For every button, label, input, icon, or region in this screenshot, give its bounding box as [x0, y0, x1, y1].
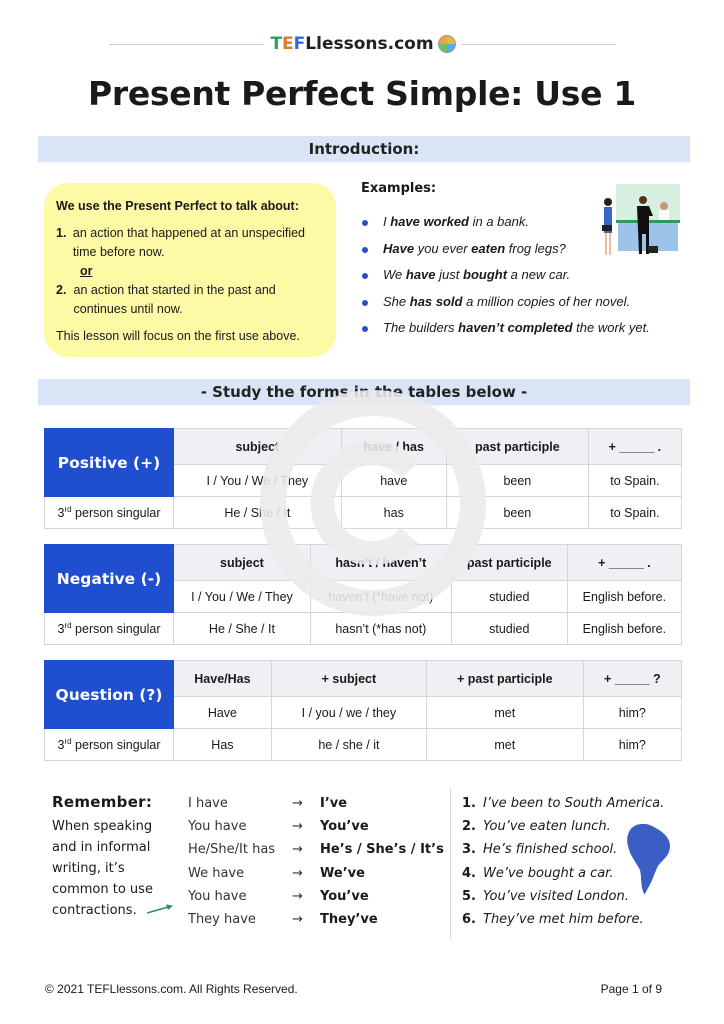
- table-row: [45, 729, 682, 761]
- table-header: subject: [174, 429, 342, 465]
- table-header: Have/Has: [174, 661, 272, 697]
- site-logo-row: [110, 34, 616, 54]
- contracted-form: We’ve: [320, 865, 365, 881]
- bullet-icon: [362, 247, 368, 253]
- example-sentence: I have worked in a bank.: [361, 214, 691, 241]
- globe-icon: [438, 35, 456, 53]
- table-cell: have: [341, 465, 446, 497]
- item-text: You’ve eaten lunch.: [483, 819, 611, 835]
- item-number: 1.: [462, 796, 476, 812]
- example-sentence: She has sold a million copies of her novel.: [361, 294, 691, 321]
- arrow-right-icon: →: [292, 796, 303, 812]
- full-form: They have: [188, 912, 256, 928]
- divider: [462, 44, 616, 45]
- usage-text: an action that happened at an unspecified time before now.: [72, 226, 306, 259]
- item-text: You’ve visited London.: [483, 888, 629, 904]
- arrow-right-icon: [146, 904, 174, 914]
- examples-title: Examples:: [361, 181, 437, 196]
- item-number: 6.: [462, 912, 476, 928]
- list-item: [462, 908, 664, 931]
- remember-title: Remember:: [52, 793, 153, 811]
- third-person-label: 3rd person singular: [45, 729, 174, 761]
- copyright-text: © 2021 TEFLlessons.com. All Rights Reserved.: [45, 982, 298, 996]
- contractions-list: [188, 792, 444, 931]
- table-cell: him?: [583, 697, 681, 729]
- question-form-table: [44, 660, 682, 761]
- third-person-label: 3rd person singular: [45, 497, 174, 529]
- table-cell: has: [341, 497, 446, 529]
- bullet-icon: [362, 273, 368, 279]
- table-header: + past participle: [426, 661, 583, 697]
- table-cell: to Spain.: [588, 497, 681, 529]
- arrow-right-icon: →: [292, 888, 303, 904]
- item-text: He’s finished school.: [483, 842, 618, 858]
- divider: [450, 788, 451, 938]
- item-number: 4.: [462, 865, 476, 881]
- full-form: I have: [188, 796, 228, 812]
- table-cell: met: [426, 697, 583, 729]
- usage-number: 1.: [56, 226, 67, 240]
- item-text: I’ve been to South America.: [483, 796, 665, 812]
- remember-note: [52, 792, 172, 921]
- full-form: You have: [188, 888, 247, 904]
- positive-form-table: [44, 428, 682, 529]
- contraction-row: [188, 792, 444, 815]
- focus-note: This lesson will focus on the first use above.: [56, 329, 300, 343]
- table-label-positive: Positive (+): [45, 429, 174, 497]
- table-header: have / has: [341, 429, 446, 465]
- contracted-form: I’ve: [320, 796, 348, 812]
- table-cell: haven’t (*have not): [310, 581, 451, 613]
- arrow-right-icon: →: [292, 912, 303, 928]
- table-cell: to Spain.: [588, 465, 681, 497]
- remember-text: When speaking and in informal writing, it’s common to use contractions.: [52, 819, 153, 918]
- usage-number: 2.: [56, 283, 67, 297]
- third-person-label: 3rd person singular: [45, 613, 174, 645]
- logo-text: Llessons.com: [305, 34, 434, 54]
- arrow-right-icon: →: [292, 819, 303, 835]
- table-cell: I / You / We / They: [174, 465, 342, 497]
- example-sentence: The builders haven’t completed the work yet.: [361, 320, 691, 347]
- table-cell: He / She / It: [174, 497, 342, 529]
- table-cell: studied: [451, 613, 567, 645]
- usage-item: [56, 281, 324, 319]
- page-number: Page 1 of 9: [600, 982, 662, 996]
- intro-usage-box: [44, 183, 336, 357]
- table-cell: I / you / we / they: [271, 697, 426, 729]
- intro-lead: We use the Present Perfect to talk about:: [56, 199, 299, 213]
- table-cell: been: [446, 465, 588, 497]
- section-band-introduction: Introduction:: [38, 136, 690, 162]
- contraction-row: [188, 908, 444, 931]
- full-form: He/She/It has: [188, 842, 276, 858]
- item-text: We’ve bought a car.: [483, 865, 614, 881]
- table-cell: hasn’t (*has not): [310, 613, 451, 645]
- logo-letter-t: T: [270, 34, 283, 54]
- table-row: [45, 613, 682, 645]
- table-cell: Has: [174, 729, 272, 761]
- contracted-form: He’s / She’s / It’s: [320, 842, 444, 858]
- item-text: They’ve met him before.: [483, 912, 644, 928]
- list-item: [462, 792, 664, 815]
- bullet-icon: [362, 326, 368, 332]
- table-row: [45, 497, 682, 529]
- table-label-question: Question (?): [45, 661, 174, 729]
- section-band-study: - Study the forms in the tables below -: [38, 379, 690, 405]
- example-sentence: Have you ever eaten frog legs?: [361, 241, 691, 268]
- table-header: + _____ .: [567, 545, 681, 581]
- usage-item: [56, 224, 324, 262]
- contraction-row: [188, 838, 444, 861]
- bullet-icon: [362, 220, 368, 226]
- full-form: You have: [188, 819, 247, 835]
- example-sentence: We have just bought a new car.: [361, 267, 691, 294]
- contracted-form: You’ve: [320, 819, 369, 835]
- contraction-row: [188, 815, 444, 838]
- logo-letter-e: E: [282, 34, 294, 54]
- table-cell: been: [446, 497, 588, 529]
- or-label: or: [80, 264, 93, 278]
- table-header: subject: [174, 545, 311, 581]
- divider: [110, 44, 264, 45]
- table-cell: English before.: [567, 613, 681, 645]
- logo-letter-f: F: [293, 34, 306, 54]
- table-header: + subject: [271, 661, 426, 697]
- table-cell: I / You / We / They: [174, 581, 311, 613]
- table-label-negative: Negative (-): [45, 545, 174, 613]
- item-number: 3.: [462, 842, 476, 858]
- table-header: past participle: [451, 545, 567, 581]
- contracted-form: They’ve: [320, 912, 378, 928]
- item-number: 2.: [462, 819, 476, 835]
- table-cell: Have: [174, 697, 272, 729]
- contracted-form: You’ve: [320, 888, 369, 904]
- table-cell: studied: [451, 581, 567, 613]
- page-footer: [45, 982, 662, 996]
- contraction-row: [188, 862, 444, 885]
- table-cell: met: [426, 729, 583, 761]
- table-header: hasn’t / haven’t: [310, 545, 451, 581]
- contraction-row: [188, 885, 444, 908]
- site-logo: [264, 34, 461, 54]
- table-cell: English before.: [567, 581, 681, 613]
- arrow-right-icon: →: [292, 842, 303, 858]
- south-america-map: [626, 822, 672, 896]
- table-cell: him?: [583, 729, 681, 761]
- arrow-right-icon: →: [292, 865, 303, 881]
- table-cell: He / She / It: [174, 613, 311, 645]
- table-header: + _____ .: [588, 429, 681, 465]
- table-cell: he / she / it: [271, 729, 426, 761]
- table-header: past participle: [446, 429, 588, 465]
- bank-counter-illustration: [596, 182, 682, 262]
- usage-text: an action that started in the past and continues until now.: [73, 283, 276, 316]
- negative-form-table: [44, 544, 682, 645]
- bullet-icon: [362, 300, 368, 306]
- table-header: + _____ ?: [583, 661, 681, 697]
- full-form: We have: [188, 865, 245, 881]
- item-number: 5.: [462, 888, 476, 904]
- page-title: Present Perfect Simple: Use 1: [87, 74, 637, 113]
